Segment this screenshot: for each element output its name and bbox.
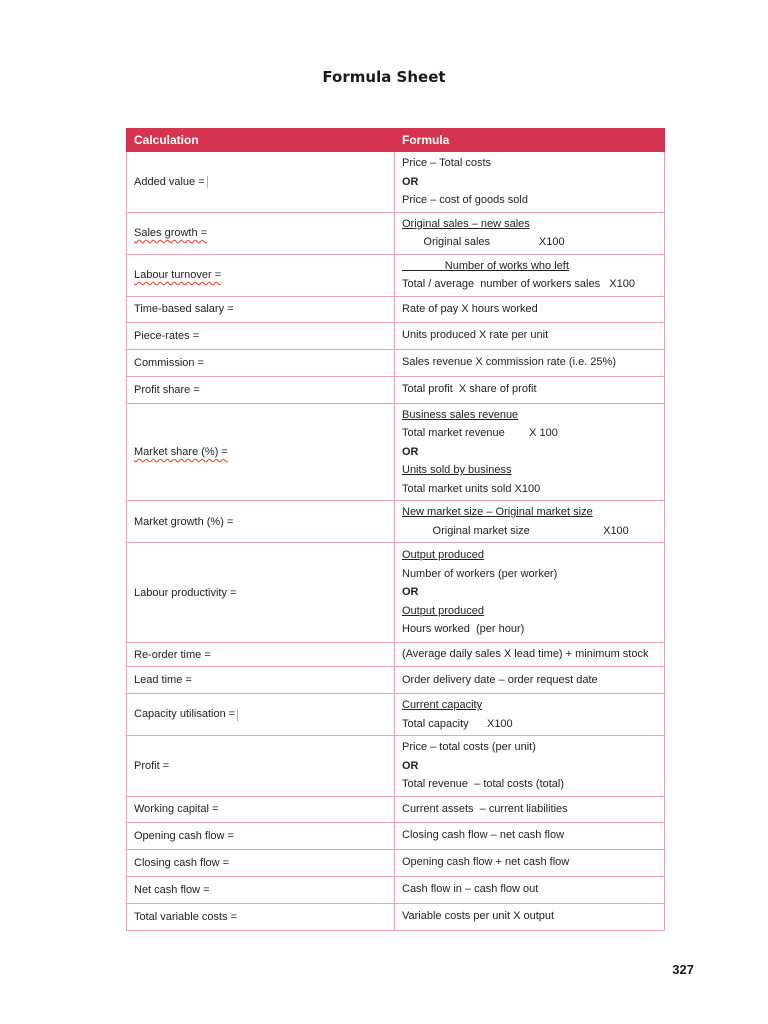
formula-line: Units produced X rate per unit [402,329,549,342]
formula-line: Output produced [402,549,484,562]
calculation-cell [127,543,395,643]
calculation-cell [127,501,395,543]
formula-cell [395,903,665,930]
calculation-label: Profit = [134,759,170,772]
calculation-cell [127,349,395,376]
calculation-label: Lead time = [134,674,192,686]
formula-line: Number of works who left [402,259,569,272]
calculation-label: Working capital = [134,803,219,815]
formula-line: Current capacity [402,699,483,711]
formula-line: Original sales – new sales [402,217,530,230]
formula-cell [395,796,665,822]
formula-line: Price – total costs (per unit) [402,741,536,753]
table-row [127,736,665,797]
header-calculation: Calculation [127,129,395,152]
calculation-cell [127,643,395,667]
calculation-cell [127,212,395,254]
calculation-label: Closing cash flow = [134,856,230,869]
table-row [127,212,665,254]
calculation-label: Total variable costs = [134,910,238,923]
formula-line: Price – Total costs [402,157,492,169]
formula-cell [395,403,665,501]
formula-line: Original market size X100 [402,524,629,537]
formula-line: Hours worked (per hour) [402,623,525,636]
table-row [127,376,665,403]
calculation-label: Piece-rates = [134,329,200,342]
calculation-cell [127,254,395,296]
table-row [127,822,665,849]
table-row [127,903,665,930]
formula-line: Price – cost of goods sold [402,194,528,206]
formula-cell [395,822,665,849]
formula-cell [395,643,665,667]
formula-cell [395,694,665,736]
calculation-label: Profit share = [134,383,200,396]
calculation-cell [127,296,395,322]
calculation-cell [127,152,395,213]
table-row [127,403,665,501]
formula-cell [395,349,665,376]
calculation-cell [127,667,395,694]
text-cursor [237,709,238,721]
formula-cell [395,876,665,903]
calculation-label: Labour turnover = [134,269,222,281]
formula-line: Output produced [402,604,484,617]
formula-cell [395,322,665,349]
calculation-label: Labour productivity = [134,586,237,599]
calculation-label: Added value = [134,175,205,188]
formula-line: Original sales X100 [402,236,565,248]
formula-line: Variable costs per unit X output [402,910,555,923]
formula-line: Total / average number of workers sales X100 [402,278,635,290]
table-row [127,152,665,213]
calculation-cell [127,736,395,797]
calculation-label: Net cash flow = [134,883,210,896]
formula-table [126,128,665,931]
calculation-label: Time-based salary = [134,303,234,315]
formula-line: New market size – Original market size [402,506,593,518]
calculation-cell [127,403,395,501]
formula-line: Business sales revenue [402,408,519,421]
calculation-label: Capacity utilisation = [134,708,236,721]
table-row [127,322,665,349]
formula-line: Cash flow in – cash flow out [402,883,539,896]
calculation-cell [127,822,395,849]
formula-line: Total profit X share of profit [402,383,537,396]
formula-line: Total capacity X100 [402,717,513,730]
formula-line: Rate of pay X hours worked [402,302,538,315]
formula-line: Units sold by business [402,464,512,476]
table-row [127,254,665,296]
table-row [127,501,665,543]
formula-cell [395,254,665,296]
formula-table-body [127,152,665,931]
formula-line: (Average daily sales X lead time) + minimum stock [402,648,649,661]
calculation-cell [127,376,395,403]
calculation-cell [127,322,395,349]
formula-line: Total market units sold X100 [402,482,541,495]
page-title: Formula Sheet [322,68,446,86]
table-row [127,876,665,903]
formula-line: Sales revenue X commission rate (i.e. 25%) [402,356,616,369]
formula-cell [395,667,665,694]
formula-line: Total revenue – total costs (total) [402,778,565,790]
table-row [127,349,665,376]
calculation-cell [127,849,395,876]
calculation-cell [127,876,395,903]
formula-cell [395,736,665,797]
calculation-cell [127,903,395,930]
calculation-label: Market growth (%) = [134,515,234,528]
table-row [127,667,665,694]
formula-line: OR [402,175,419,188]
calculation-cell [127,694,395,736]
formula-line: Order delivery date – order request date [402,673,598,686]
calculation-cell [127,796,395,822]
table-row [127,296,665,322]
page-number: 327 [672,962,694,977]
formula-line: OR [402,445,419,458]
formula-line: Closing cash flow – net cash flow [402,829,565,842]
formula-cell [395,849,665,876]
calculation-label: Sales growth = [134,227,208,239]
calculation-label: Opening cash flow = [134,829,234,842]
formula-line: OR [402,586,419,599]
text-cursor [207,176,208,188]
formula-line: OR [402,759,419,772]
table-row [127,849,665,876]
calculation-label: Re-order time = [134,648,211,661]
table-row [127,694,665,736]
calculation-label: Market share (%) = [134,445,228,458]
formula-cell [395,543,665,643]
table-row [127,796,665,822]
formula-cell [395,501,665,543]
formula-line: Opening cash flow + net cash flow [402,856,570,869]
formula-line: Number of workers (per worker) [402,567,558,580]
calculation-label: Commission = [134,356,204,369]
formula-cell [395,212,665,254]
table-header-row [127,129,665,152]
formula-cell [395,376,665,403]
formula-line: Current assets – current liabilities [402,802,568,815]
formula-cell [395,152,665,213]
table-row [127,543,665,643]
formula-line: Total market revenue X 100 [402,427,558,439]
header-formula: Formula [395,129,665,152]
table-row [127,643,665,667]
formula-cell [395,296,665,322]
